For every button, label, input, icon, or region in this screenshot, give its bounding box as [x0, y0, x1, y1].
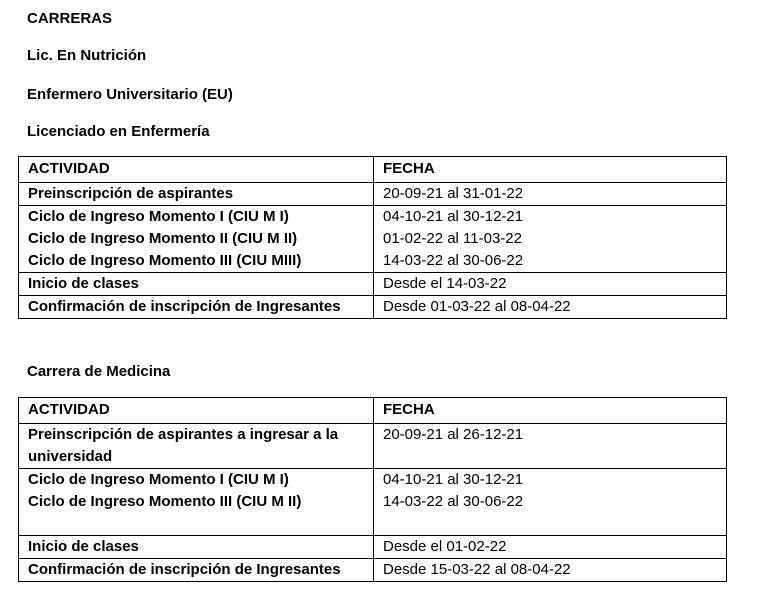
table-row — [19, 559, 727, 582]
heading-nutricion: Lic. En Nutrición — [27, 47, 147, 64]
fecha-cell: Desde el 14-03-22 — [374, 273, 727, 296]
fecha-cell: Desde 15-03-22 al 08-04-22 — [374, 559, 727, 582]
actividad-cell: Preinscripción de aspirantes a ingresar a la universidad — [19, 424, 374, 469]
table-header-row — [19, 157, 727, 183]
table-row — [19, 536, 727, 559]
actividad-cell: Ciclo de Ingreso Momento III (CIU MIII) — [19, 250, 374, 273]
table-row — [19, 296, 727, 319]
fecha-cell: 20-09-21 al 26-12-21 — [374, 424, 727, 469]
table-row — [19, 273, 727, 296]
table-row — [19, 424, 727, 469]
actividad-cell: Ciclo de Ingreso Momento I (CIU M I) — [19, 206, 374, 229]
fecha-cell: 14-03-22 al 30-06-22 — [374, 491, 727, 536]
header-fecha: FECHA — [374, 398, 727, 424]
heading-enfermeria: Licenciado en Enfermería — [27, 123, 210, 140]
fecha-cell: 01-02-22 al 11-03-22 — [374, 228, 727, 250]
actividad-cell: Ciclo de Ingreso Momento I (CIU M I) — [19, 469, 374, 492]
fecha-cell: 20-09-21 al 31-01-22 — [374, 183, 727, 206]
table-row — [19, 250, 727, 273]
actividad-cell: Confirmación de inscripción de Ingresantes — [19, 296, 374, 319]
heading-carreras: CARRERAS — [27, 10, 113, 27]
schedule-table-enfermeria — [18, 156, 727, 319]
actividad-cell: Ciclo de Ingreso Momento II (CIU M II) — [19, 228, 374, 250]
header-fecha: FECHA — [374, 157, 727, 183]
table-row — [19, 469, 727, 492]
fecha-cell: Desde el 01-02-22 — [374, 536, 727, 559]
table-row — [19, 228, 727, 250]
actividad-cell: Confirmación de inscripción de Ingresantes — [19, 559, 374, 582]
table-header-row — [19, 398, 727, 424]
actividad-cell: Inicio de clases — [19, 273, 374, 296]
fecha-cell: 14-03-22 al 30-06-22 — [374, 250, 727, 273]
actividad-cell: Ciclo de Ingreso Momento III (CIU M II) — [19, 491, 374, 536]
table-row — [19, 206, 727, 229]
fecha-cell: 04-10-21 al 30-12-21 — [374, 469, 727, 492]
header-actividad: ACTIVIDAD — [19, 157, 374, 183]
table-row — [19, 491, 727, 536]
header-actividad: ACTIVIDAD — [19, 398, 374, 424]
heading-enfermero: Enfermero Universitario (EU) — [27, 86, 233, 103]
table-row — [19, 183, 727, 206]
schedule-table-medicina — [18, 397, 727, 582]
actividad-cell: Inicio de clases — [19, 536, 374, 559]
heading-medicina: Carrera de Medicina — [27, 363, 171, 380]
actividad-cell: Preinscripción de aspirantes — [19, 183, 374, 206]
fecha-cell: Desde 01-03-22 al 08-04-22 — [374, 296, 727, 319]
fecha-cell: 04-10-21 al 30-12-21 — [374, 206, 727, 229]
